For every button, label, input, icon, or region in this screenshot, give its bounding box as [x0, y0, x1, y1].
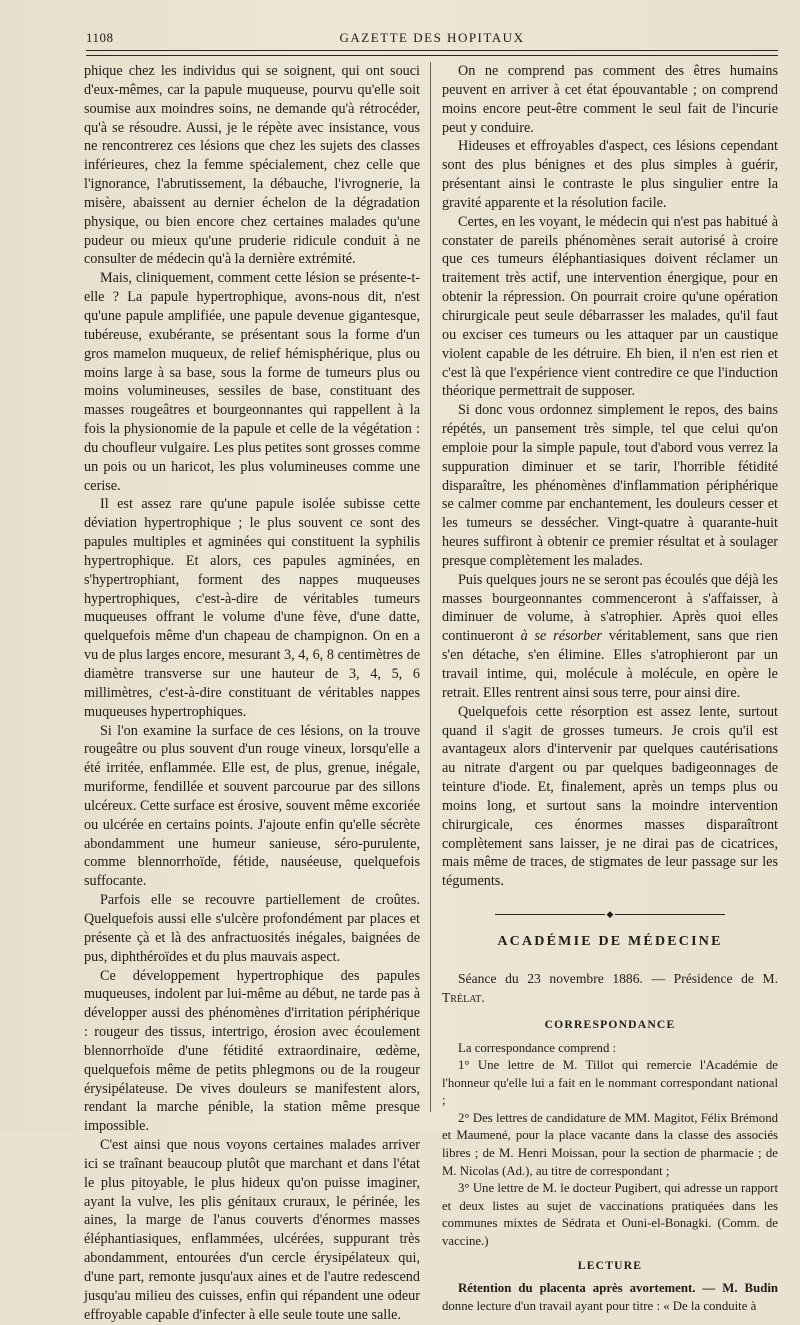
president-name: Trélat	[442, 989, 482, 1005]
paragraph: C'est ainsi que nous voyons certaines malades arriver ici se traînant beaucoup plutôt que marchant et dans l'état le plus pitoyable, le plus hideux qu'on puisse imaginer, ayant la vulve, les plis génitaux cruraux, le périnée, les aines, la marge de l'anus couverts d'énormes masses éléphantiasiques, enflammées, ulcérées, suppurant très abondamment, entourées d'un cercle érysipélateux qui, d'une part, remonte jusqu'aux aines et de l'autre redescend jusqu'au milieu des cuisses, enfin qui répandent une odeur effroyable capable d'infecter à elle seule toute une salle.	[84, 1137, 420, 1323]
separator-line	[495, 914, 605, 915]
text-run: Puis quelques jours ne se seront pas écoulés que déjà les masses bourgeonnantes commenceront à s'affaisser, à diminuer de volume, à s'atrophier. Après quoi elles continueront	[442, 571, 778, 645]
text-run: Séance du 23 novembre 1886. — Présidence de M.	[458, 970, 778, 986]
paragraph: Hideuses et effroyables d'aspect, ces lésions cependant sont des plus bénignes et des plus simples à guérir, présentant ainsi le contraste le plus singulier entre la gravité apparente et la résolution facile.	[442, 138, 778, 211]
correspondance-heading: CORRESPONDANCE	[544, 1017, 676, 1031]
text-run: véritablement, sans que rien s'en détache, s'en élimine. Elles s'atrophieront par un travail intime, qui, molécule à molécule, en opère le retrait. Elles rentrent ainsi sous terre, pour ainsi dire.	[442, 628, 778, 701]
lecture-title: Rétention du placenta après avortement. — M. Budin	[458, 1281, 778, 1296]
header-rule	[86, 50, 778, 56]
section-separator	[442, 905, 778, 923]
paragraph: Ce développement hypertrophique des papules muqueuses, indolent par lui-même au début, ne tarde pas à développer aussi des phénomènes d'irritation périphérique : rougeur des tissus, intertrigo, érosion avec écoulement blennorrhoïde d'une fétidité extraordinaire, œdème, quelquefois même de petits phlegmons ou de la rougeur érysipélateuse. De vives douleurs se manifestent alors, rendant la marche pénible, la station même presque impossible.	[84, 967, 420, 1135]
paragraph: Parfois elle se recouvre partiellement de croûtes. Quelquefois aussi elle s'ulcère profondément par places et présente çà et là des anfractuosités inégales, baignées de pus, diphthéroïdes et du plus mauvais aspect.	[84, 892, 420, 965]
correspondance-intro: La correspondance comprend :	[458, 1040, 617, 1055]
paragraph: Si l'on examine la surface de ces lésions, on la trouve rougeâtre ou plus souvent d'un rouge vineux, lorsqu'elle a été irritée, enflammée. Elle est, de plus, grenue, inégale, muriforme, fendillée et souvent parcourue par des sillons ulcéreux. Cette surface est érosive, souvent même excoriée ou ulcérée en certains points. J'ajoute enfin qu'elle sécrète abondamment une humeur sanieuse, séro-purulente, comme blennorrhoïde, fétide, nauséeuse, quelquefois suffocante.	[84, 722, 420, 890]
correspondance-item: 3° Une lettre de M. le docteur Pugibert, qui adresse un rapport et deux listes au sujet de vaccinations pratiquées dans les communes mixtes de Sédrata et Ouni-el-Bonagki. (Comm. de vaccine.)	[442, 1181, 778, 1249]
paragraph: On ne comprend pas comment des êtres humains peuvent en arriver à cet état épouvantable ; on comprend moins encore peut-être comment le seul fait de l'incurie peut y conduire.	[442, 63, 778, 136]
left-column	[84, 62, 420, 1325]
lecture-paragraph	[442, 1280, 778, 1315]
paragraph: phique chez les individus qui se soignent, qui ont souci d'eux-mêmes, car la papule muqueuse, pourvu qu'elle soit soumise aux moindres soins, ne demande qu'à rétrocéder, qu'à se résoudre. Aussi, je le répète avec insistance, vous ne rencontrerez ces lésions que chez les sujets des classes inférieures, chez la femme spécialement, chez celle que l'ignorance, l'abrutissement, la débauche, l'ivrognerie, la misère, abaissent au dernier échelon de la dégradation physique, ou bien encore chez certaines malades qu'une pudeur ou mieux qu'une pruderie ridicule conduit à ne consulter de médecin qu'à la dernière extrémité.	[84, 63, 420, 268]
paragraph: Il est assez rare qu'une papule isolée subisse cette déviation hypertrophique ; le plus souvent ce sont des papules multiples et agminées qui constituent la syphilis hypertrophique. Et alors, ces papules agminées, en s'hypertrophiant, forment des nappes muqueuses hypertrophiques, c'est-à-dire de véritables tumeurs muqueuses offrant le volume d'une fève, d'une datte, quelquefois même d'un chapeau de champignon. On en a vu de plus larges encore, mesurant 3, 4, 6, 8 centimètres de diamètre transverse sur une hauteur de 3, 4, 5, 6 millimètres, c'est-à-dire constituant de véritables nappes muqueuses hypertrophiques.	[84, 496, 420, 720]
separator-line	[615, 914, 725, 915]
text-run: .	[481, 989, 485, 1005]
paragraph	[442, 571, 778, 703]
journal-title: GAZETTE DES HOPITAUX	[339, 30, 525, 45]
italic-phrase: à se résorber	[520, 628, 603, 645]
paragraph: Certes, en les voyant, le médecin qui n'est pas habitué à constater de pareils phénomènes serait autorisé à croire que ces tumeurs éléphantiasiques doivent réclamer un traitement très actif, une intervention énergique, pour en obtenir la répression. On pourrait croire qu'une opération chirurgicale peut seule débarrasser les malades, qu'il faut ou exciser ces tumeurs ou les attaquer par un caustique violent capable de les détruire. Eh bien, il n'en est rien et c'est là que l'expérience vient contredire ce que l'induction théorique permettrait de supposer.	[442, 213, 778, 400]
section-title: ACADÉMIE DE MÉDECINE	[497, 934, 723, 950]
paragraph: Si donc vous ordonnez simplement le repos, des bains répétés, un pansement très simple, tel que celui qu'on emploie pour la simple papule, tout d'abord vous verrez la suppuration diminuer et se tarir, l'horrible fétidité disparaître, les phénomènes d'inflammation périphérique se calmer comme par enchantement, les douleurs cesser et les tumeurs se dessécher. Vingt-quatre à quarante-huit heures suffiront à obtenir ce premier résultat et à soulager presque complètement les malades.	[442, 402, 778, 569]
correspondance-item: 1° Une lettre de M. Tillot qui remercie l'Académie de l'honneur qu'elle lui a fait en le nommant correspondant national ;	[442, 1058, 778, 1108]
text-run: donne lecture d'un travail ayant pour titre : « De la conduite à	[442, 1299, 757, 1314]
lecture-heading: LECTURE	[577, 1258, 643, 1272]
page-header	[86, 28, 778, 50]
seance-line	[442, 970, 778, 1008]
paragraph: Quelquefois cette résorption est assez lente, surtout quand il s'agit de grosses tumeurs. Je crois qu'il est avantageux alors d'intervenir par quelques cautérisations au nitrate d'argent ou par quelques badigeonnages de teinture d'iode. Et, finalement, après un temps plus ou moins long, et surtout sans la moindre intervention chirurgicale, ces énormes masses disparaîtront complètement sans laisser, je ne dirai pas de cicatrices, mais même de traces, de stigmates de leur passage sur les téguments.	[442, 703, 778, 890]
right-column	[442, 62, 778, 1316]
correspondance-block	[442, 1040, 778, 1251]
column-divider	[430, 62, 431, 1112]
separator-ornament: ◆	[606, 908, 614, 919]
correspondance-item: 2° Des lettres de candidature de MM. Magitot, Félix Brémond et Maumené, pour la place vacante dans la classe des associés libres ; de M. Henri Moissan, pour la section de pharmacie ; de M. Nicolas (Ad.), au titre de correspondant ;	[442, 1110, 778, 1178]
paragraph: Mais, cliniquement, comment cette lésion se présente-t-elle ? La papule hypertrophique, avons-nous dit, n'est qu'une papule amplifiée, une papule devenue gigantesque, tubéreuse, exubérante, se présentant sous la forme d'un gros mamelon muqueux, de relief hémisphérique, plus ou moins large à sa base, sous la forme de tumeurs plus ou moins volumineuses, sessiles de base, constituant des masses rougeâtres et bourgeonnantes qui rappellent à la fois la physionomie de la papule et celle de la végétation : du choufleur vulgaire. Les plus petites sont grosses comme un pois ou un haricot, les plus volumineuses comme une cerise.	[84, 270, 420, 494]
page-number: 1108	[86, 30, 114, 45]
